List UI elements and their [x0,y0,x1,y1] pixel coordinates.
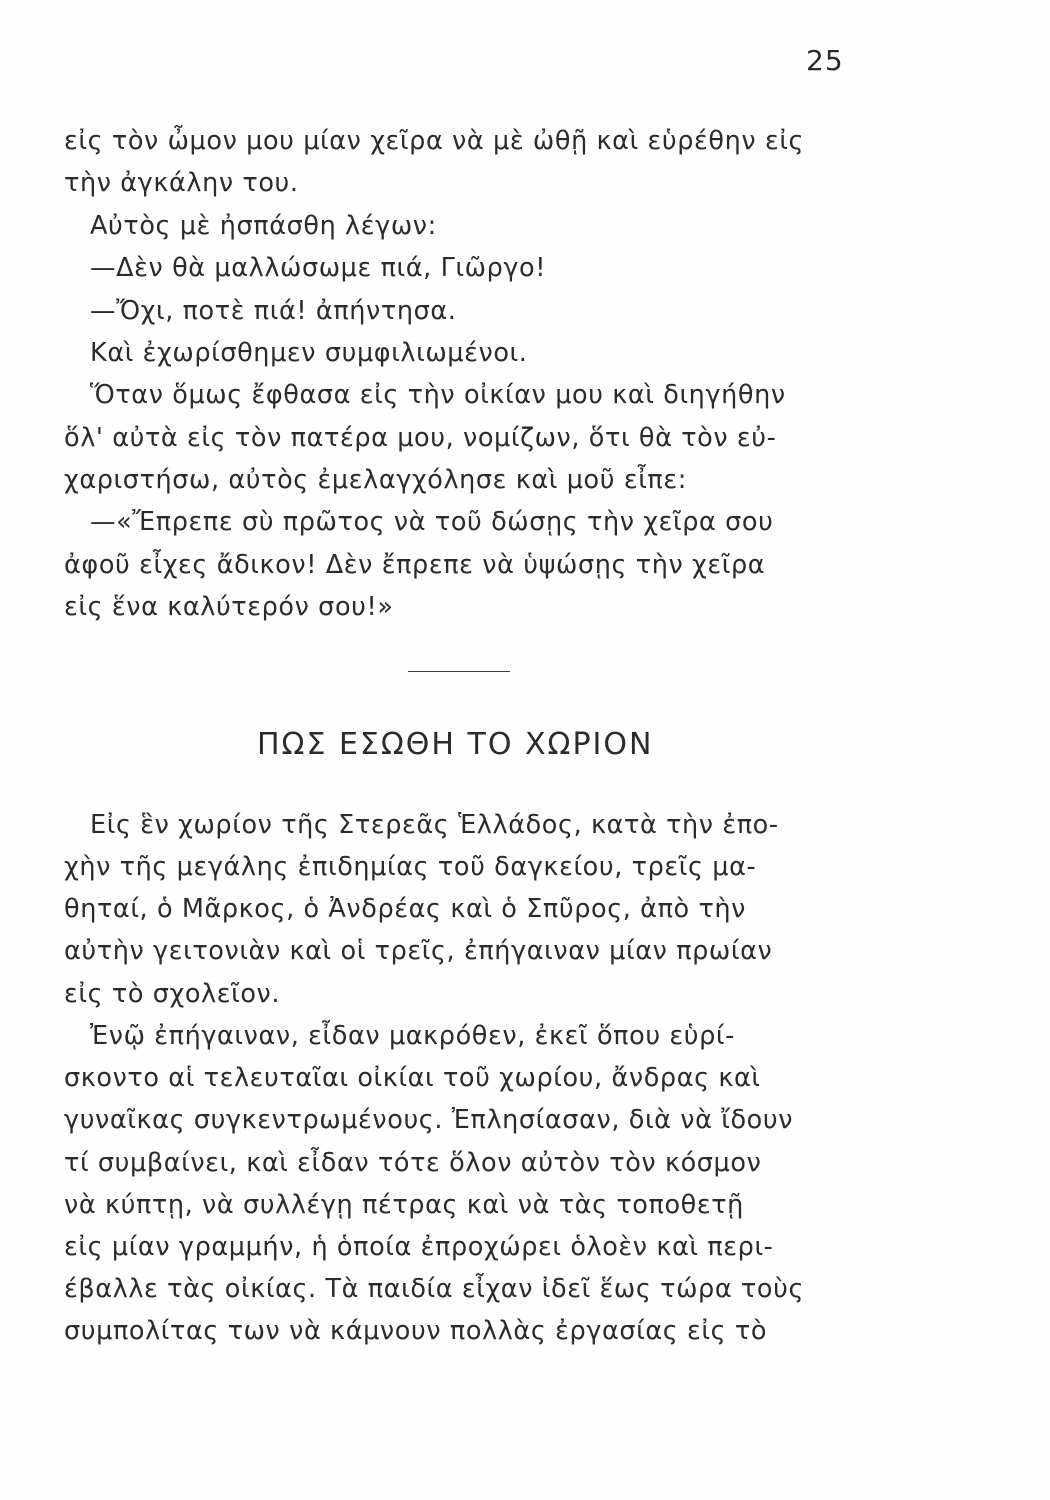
section-title: ΠΩΣ ΕΣΩΘΗ ΤΟ ΧΩΡΙΟΝ [257,727,654,762]
body-line: εἰς τὸ σχολεῖον. [64,979,281,1009]
body-line: έβαλλε τὰς οἰκίας. Τὰ παιδία εἶχαν ἰδεῖ ἕως τώρα τοὺς [64,1274,805,1304]
text-line: Καὶ ἐχωρίσθημεν συμφιλιωμένοι. [90,338,528,368]
text-line: ὅλ' αὐτὰ εἰς τὸν πατέρα μου, νομίζων, ὅτι θὰ τὸν εὐ- [64,423,777,453]
text-line: Ὅταν ὅμως ἔφθασα εἰς τὴν οἰκίαν μου καὶ διηγήθην [90,380,786,410]
section-separator [408,671,510,672]
body-line: συμπολίτας των νὰ κάμνουν πολλὰς ἐργασίας εἰς τὸ [64,1316,768,1346]
page-number: 25 [806,44,844,77]
body-line: τί συμβαίνει, καὶ εἶδαν τότε ὅλον αὐτὸν τὸν κόσμον [64,1148,762,1178]
quote-line: ἀφοῦ εἶχες ἄδικον! Δὲν ἔπρεπε νὰ ὑψώσῃς τὴν χεῖρα [64,550,766,580]
text-line: χαριστήσω, αὐτὸς ἐμελαγχόλησε καὶ μοῦ εἶπε: [64,465,687,495]
dialogue-line: —Δὲν θὰ μαλλώσωμε πιά, Γιῶργο! [90,253,547,283]
body-line: χὴν τῆς μεγάλης ἐπιδημίας τοῦ δαγκείου, τρεῖς μα- [64,852,757,882]
dialogue-line: —Ὄχι, ποτὲ πιά! ἀπήντησα. [90,296,457,326]
body-line: σκοντο αἱ τελευταῖαι οἰκίαι τοῦ χωρίου, ἄνδρας καὶ [64,1063,761,1093]
quote-line: εἰς ἕνα καλύτερόν σου!» [64,592,394,622]
body-line: Ἐνῷ ἐπήγαιναν, εἶδαν μακρόθεν, ἐκεῖ ὅπου εὑρί- [90,1021,735,1051]
body-line: εἰς μίαν γραμμήν, ἡ ὁποία ἐπροχώρει ὁλοὲν καὶ περι- [64,1232,774,1262]
body-line: θηταί, ὁ Μᾶρκος, ὁ Ἀνδρέας καὶ ὁ Σπῦρος, ἀπὸ τὴν [64,894,747,924]
text-line: τὴν ἀγκάλην του. [64,168,299,198]
text-line: εἰς τὸν ὦμον μου μίαν χεῖρα νὰ μὲ ὠθῇ καὶ εὑρέθην εἰς [64,126,805,156]
body-line: Εἰς ἓν χωρίον τῆς Στερεᾶς Ἑλλάδος, κατὰ τὴν ἐπο- [90,810,779,840]
body-line: αὐτὴν γειτονιὰν καὶ οἱ τρεῖς, ἐπήγαιναν μίαν πρωίαν [64,936,773,966]
body-line: γυναῖκας συγκεντρωμένους. Ἐπλησίασαν, διὰ νὰ ἴδουν [64,1105,794,1135]
text-line: Αὐτὸς μὲ ἠσπάσθη λέγων: [90,211,437,241]
quote-line: —«Ἔπρεπε σὺ πρῶτος νὰ τοῦ δώσῃς τὴν χεῖρα σου [90,507,774,537]
body-line: νὰ κύπτῃ, νὰ συλλέγῃ πέτρας καὶ νὰ τὰς τοποθετῇ [64,1190,744,1220]
